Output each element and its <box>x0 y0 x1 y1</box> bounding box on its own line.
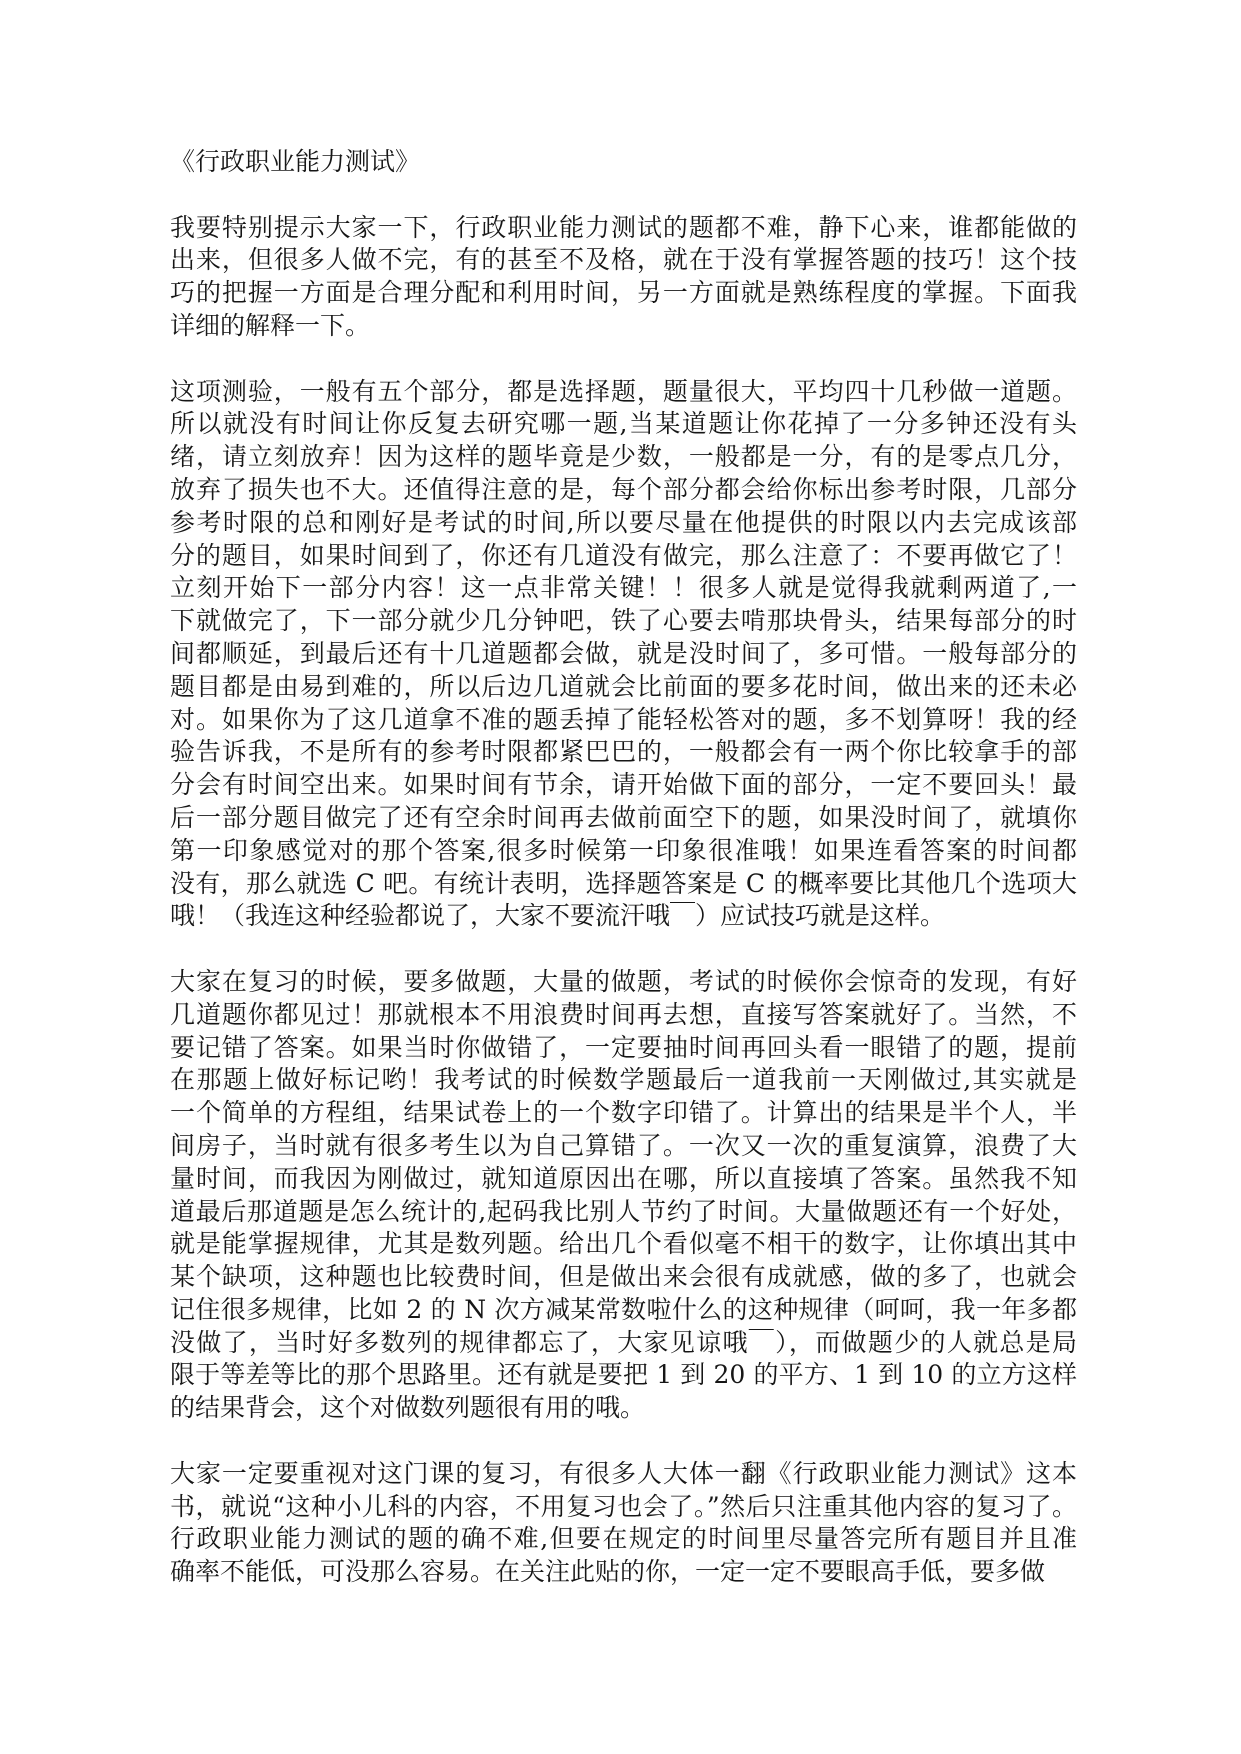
text-line: 分的题目，如果时间到了，你还有几道没有做完，那么注意了：不要再做它了！ <box>170 540 1077 570</box>
text-line: 书，就说“这种小儿科的内容，不用复习也会了。”然后只注重其他内容的复习了。 <box>170 1491 1077 1521</box>
text-line: 出来，但很多人做不完，有的甚至不及格，就在于没有掌握答题的技巧！这个技 <box>170 245 1077 275</box>
text-line: 验告诉我，不是所有的参考时限都紧巴巴的，一般都会有一两个你比较拿手的部 <box>170 737 1077 767</box>
text-line: 对。如果你为了这几道拿不准的题丢掉了能轻松答对的题，多不划算呀！我的经 <box>170 704 1077 734</box>
text-line: 题目都是由易到难的，所以后边几道就会比前面的要多花时间，做出来的还未必 <box>170 671 1077 701</box>
text-line: 在那题上做好标记哟！我考试的时候数学题最后一道我前一天刚做过,其实就是 <box>170 1065 1077 1095</box>
paragraph <box>170 212 1077 343</box>
text-line: 立刻开始下一部分内容！这一点非常关键！！很多人就是觉得我就剩两道了,一 <box>170 573 1077 603</box>
text-line: 我要特别提示大家一下，行政职业能力测试的题都不难，静下心来，谁都能做的 <box>170 212 1077 242</box>
text-line: 分会有时间空出来。如果时间有节余，请开始做下面的部分，一定不要回头！最 <box>170 770 1077 800</box>
text-line: 巧的把握一方面是合理分配和利用时间，另一方面就是熟练程度的掌握。下面我 <box>170 278 1077 308</box>
text-line: 下就做完了，下一部分就少几分钟吧，铁了心要去啃那块骨头，结果每部分的时 <box>170 606 1077 636</box>
text-line: 限于等差等比的那个思路里。还有就是要把 1 到 20 的平方、1 到 10 的立方这样 <box>170 1360 1077 1390</box>
text-line: 绪，请立刻放弃！因为这样的题毕竟是少数，一般都是一分，有的是零点几分， <box>170 442 1077 472</box>
text-line: 详细的解释一下。 <box>170 310 371 340</box>
text-line: 没做了，当时好多数列的规律都忘了，大家见谅哦￣），而做题少的人就总是局 <box>170 1327 1077 1357</box>
text-line: 这项测验，一般有五个部分，都是选择题，题量很大，平均四十几秒做一道题。 <box>170 376 1077 406</box>
document-title: 《行政职业能力测试》 <box>170 147 421 176</box>
text-line: 要记错了答案。如果当时你做错了，一定要抽时间再回头看一眼错了的题，提前 <box>170 1032 1077 1062</box>
text-line: 记住很多规律，比如 2 的 N 次方减某常数啦什么的这种规律（呵呵，我一年多都 <box>170 1294 1077 1324</box>
text-line: 所以就没有时间让你反复去研究哪一题,当某道题让你花掉了一分多钟还没有头 <box>170 409 1077 439</box>
text-line: 哦！（我连这种经验都说了，大家不要流汗哦￣）应试技巧就是这样。 <box>170 901 946 931</box>
text-line: 的结果背会，这个对做数列题很有用的哦。 <box>170 1393 646 1423</box>
paragraph <box>170 966 1077 1425</box>
text-line: 参考时限的总和刚好是考试的时间,所以要尽量在他提供的时限以内去完成该部 <box>170 507 1077 537</box>
paragraph <box>170 376 1077 934</box>
text-line: 几道题你都见过！那就根本不用浪费时间再去想，直接写答案就好了。当然，不 <box>170 999 1077 1029</box>
text-line: 道最后那道题是怎么统计的,起码我比别人节约了时间。大量做题还有一个好处， <box>170 1196 1077 1226</box>
text-line: 一个简单的方程组，结果试卷上的一个数字印错了。计算出的结果是半个人，半 <box>170 1098 1077 1128</box>
text-line: 放弃了损失也不大。还值得注意的是，每个部分都会给你标出参考时限，几部分 <box>170 474 1077 504</box>
text-line: 确率不能低，可没那么容易。在关注此贴的你，一定一定不要眼高手低，要多做 <box>170 1557 1046 1587</box>
document-body <box>170 212 1077 1589</box>
text-line: 大家在复习的时候，要多做题，大量的做题，考试的时候你会惊奇的发现，有好 <box>170 966 1077 996</box>
text-line: 就是能掌握规律，尤其是数列题。给出几个看似毫不相干的数字，让你填出其中 <box>170 1229 1077 1259</box>
text-line: 没有，那么就选 C 吧。有统计表明，选择题答案是 C 的概率要比其他几个选项大 <box>170 868 1077 898</box>
text-line: 间房子，当时就有很多考生以为自己算错了。一次又一次的重复演算，浪费了大 <box>170 1130 1077 1160</box>
text-line: 间都顺延，到最后还有十几道题都会做，就是没时间了，多可惜。一般每部分的 <box>170 638 1077 668</box>
text-line: 行政职业能力测试的题的确不难,但要在规定的时间里尽量答完所有题目并且准 <box>170 1524 1077 1554</box>
text-line: 第一印象感觉对的那个答案,很多时候第一印象很准哦！如果连看答案的时间都 <box>170 835 1077 865</box>
text-line: 量时间，而我因为刚做过，就知道原因出在哪，所以直接填了答案。虽然我不知 <box>170 1163 1077 1193</box>
text-line: 某个缺项，这种题也比较费时间，但是做出来会很有成就感，做的多了，也就会 <box>170 1262 1077 1292</box>
paragraph <box>170 1458 1077 1589</box>
text-line: 大家一定要重视对这门课的复习，有很多人大体一翻《行政职业能力测试》这本 <box>170 1458 1077 1488</box>
text-line: 后一部分题目做完了还有空余时间再去做前面空下的题，如果没时间了，就填你 <box>170 802 1077 832</box>
